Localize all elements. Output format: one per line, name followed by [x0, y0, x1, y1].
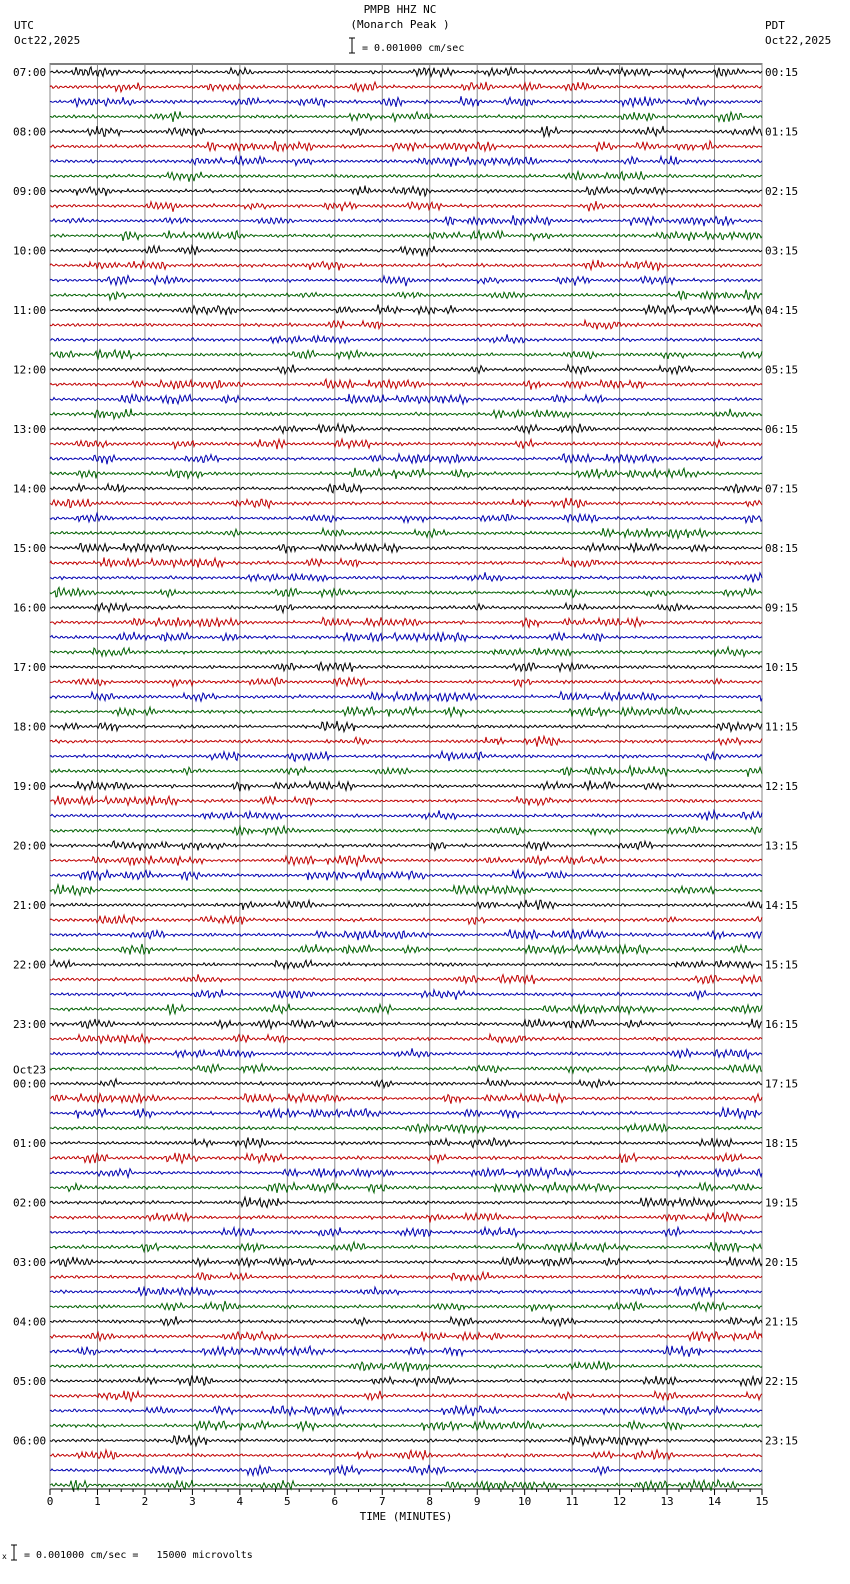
hour-label-left: 06:00 [13, 1434, 47, 1448]
x-tick-label: 2 [141, 1495, 149, 1508]
trace-line [50, 365, 762, 374]
hour-label-left: 16:00 [13, 601, 47, 615]
hour-label-left: 23:00 [13, 1018, 47, 1031]
hour-label-left: 14:00 [13, 482, 47, 496]
trace-line [50, 454, 762, 464]
trace-line [50, 1376, 762, 1387]
trace-line [50, 543, 762, 554]
hour-label-right: 04:15 [765, 304, 799, 317]
trace-line [50, 484, 762, 493]
hour-label-left: 07:00 [13, 66, 47, 79]
hour-label-left: 08:00 [13, 125, 47, 139]
hour-label-right: 14:15 [765, 899, 799, 912]
trace-line [50, 1108, 762, 1119]
trace-line [50, 1048, 762, 1058]
trace-line [50, 111, 762, 122]
scale-note: = 0.001000 cm/sec [362, 43, 465, 54]
x-tick-label: 15 [755, 1495, 769, 1508]
hour-label-right: 18:15 [765, 1137, 799, 1150]
hour-label-left: 15:00 [13, 542, 47, 555]
trace-line [50, 647, 762, 656]
trace-line [50, 1257, 762, 1267]
trace-line [50, 1212, 762, 1222]
date-change-label: Oct23 [13, 1063, 47, 1077]
trace-line [50, 1406, 762, 1416]
footer-scale-bar-icon [9, 1544, 19, 1562]
hour-label-left: 10:00 [13, 244, 47, 258]
trace-line [50, 558, 762, 568]
trace-line [50, 678, 762, 687]
trace-line [50, 379, 762, 390]
x-tick-label: 4 [236, 1495, 244, 1508]
trace-line [50, 231, 762, 241]
hour-label-right: 19:15 [765, 1196, 799, 1210]
trace-line [50, 1168, 762, 1178]
trace-line [50, 156, 762, 167]
trace-line [50, 1034, 762, 1043]
x-tick-label: 0 [46, 1495, 54, 1508]
trace-line [50, 1079, 762, 1088]
trace-line [50, 409, 762, 419]
trace-line [50, 126, 762, 137]
trace-line [50, 1316, 762, 1326]
trace-line [50, 960, 762, 968]
station-title: PMPB HHZ NC [363, 3, 437, 16]
trace-line [50, 1272, 762, 1281]
trace-line [50, 990, 762, 1000]
trace-line [50, 1361, 762, 1372]
trace-line [50, 944, 762, 955]
trace-line [50, 260, 762, 270]
trace-line [50, 171, 762, 182]
hour-label-right: 21:15 [765, 1315, 799, 1329]
hour-label-right: 17:15 [765, 1077, 799, 1091]
trace-line [50, 929, 762, 940]
trace-line [50, 439, 762, 449]
hour-label-right: 20:15 [765, 1256, 799, 1269]
x-tick-label: 12 [612, 1495, 627, 1508]
trace-line [50, 603, 762, 612]
hour-label-left: 04:00 [13, 1315, 47, 1329]
trace-line [50, 1064, 762, 1073]
hour-label-right: 22:15 [765, 1375, 799, 1388]
trace-line [50, 498, 762, 509]
hour-label-right: 01:15 [765, 125, 799, 139]
trace-line [50, 528, 762, 538]
trace-line [50, 662, 762, 671]
trace-line [50, 82, 762, 92]
trace-line [50, 67, 762, 77]
hour-label-right: 07:15 [765, 482, 799, 496]
hour-label-left: 02:00 [13, 1196, 47, 1210]
trace-line [50, 572, 762, 582]
trace-line [50, 1094, 762, 1104]
trace-line [50, 1346, 762, 1357]
trace-line [50, 290, 762, 300]
trace-line [50, 1242, 762, 1253]
trace-line [50, 334, 762, 343]
trace-line [50, 632, 762, 642]
x-tick-label: 13 [660, 1495, 674, 1508]
hour-label-right: 12:15 [765, 780, 799, 793]
trace-line [50, 276, 762, 287]
hour-label-left: 13:00 [13, 423, 47, 436]
hour-label-right: 06:15 [765, 423, 799, 436]
hour-label-left: 18:00 [13, 720, 47, 734]
trace-line [50, 1450, 762, 1459]
trace-line [50, 1331, 762, 1341]
x-tick-label: 5 [284, 1495, 291, 1508]
trace-line [50, 1421, 762, 1431]
hour-label-left: 05:00 [13, 1375, 47, 1388]
trace-line [50, 826, 762, 835]
trace-line [50, 424, 762, 434]
trace-line [50, 305, 762, 316]
trace-line [50, 246, 762, 256]
trace-line [50, 1465, 762, 1476]
trace-line [50, 885, 762, 896]
trace-line [50, 320, 762, 329]
hour-label-right: 00:15 [765, 66, 799, 79]
trace-line [50, 1153, 762, 1164]
hour-label-right: 11:15 [765, 720, 799, 734]
trace-line [50, 186, 762, 196]
right-date: Oct22,2025 [765, 34, 832, 47]
x-tick-label: 9 [473, 1495, 481, 1508]
x-tick-label: 3 [189, 1495, 196, 1508]
trace-line [50, 201, 762, 212]
left-date: Oct22,2025 [14, 34, 81, 47]
trace-line [50, 1227, 762, 1237]
hour-label-left: 19:00 [13, 780, 47, 793]
trace-line [50, 841, 762, 851]
trace-line [50, 751, 762, 761]
hour-label-right: 10:15 [765, 661, 799, 674]
x-tick-label: 7 [378, 1495, 386, 1508]
x-tick-label: 6 [331, 1495, 339, 1508]
trace-line [50, 870, 762, 881]
footer-marker: x [2, 1552, 7, 1561]
trace-line [50, 900, 762, 910]
hour-label-right: 13:15 [765, 839, 799, 853]
hour-label-left: 00:00 [13, 1077, 47, 1091]
right-timezone: PDT [765, 19, 785, 32]
trace-line [50, 810, 762, 820]
hour-label-left: 03:00 [13, 1256, 47, 1269]
x-tick-label: 8 [426, 1495, 434, 1508]
hour-label-right: 03:15 [765, 244, 799, 258]
x-tick-label: 1 [94, 1495, 101, 1508]
trace-line [50, 766, 762, 777]
trace-line [50, 468, 762, 479]
trace-line [50, 707, 762, 717]
trace-line [50, 974, 762, 984]
hour-label-left: 12:00 [13, 363, 47, 377]
trace-line [50, 796, 762, 806]
hour-label-right: 09:15 [765, 601, 799, 615]
trace-line [50, 1004, 762, 1015]
hour-label-right: 23:15 [765, 1434, 799, 1448]
trace-line [50, 1138, 762, 1148]
hour-label-right: 16:15 [765, 1018, 799, 1031]
footer-scale-text: = 0.001000 cm/sec = 15000 microvolts [24, 1550, 253, 1561]
trace-line [50, 1391, 762, 1402]
trace-line [50, 617, 762, 627]
trace-line [50, 780, 762, 791]
trace-line [50, 1435, 762, 1446]
trace-line [50, 96, 762, 107]
hour-label-left: 09:00 [13, 185, 47, 198]
location-title: (Monarch Peak ) [350, 18, 450, 31]
hour-label-right: 05:15 [765, 363, 799, 377]
trace-line [50, 513, 762, 522]
x-tick-label: 14 [707, 1495, 722, 1508]
trace-line [50, 394, 762, 404]
trace-line [50, 692, 762, 702]
trace-line [50, 915, 762, 924]
trace-line [50, 141, 762, 152]
hour-label-left: 21:00 [13, 899, 47, 912]
left-timezone: UTC [14, 19, 34, 32]
hour-label-left: 22:00 [13, 958, 47, 972]
trace-line [50, 1019, 762, 1029]
trace-line [50, 587, 762, 597]
trace-line [50, 855, 762, 866]
x-tick-label: 11 [565, 1495, 579, 1508]
trace-line [50, 1287, 762, 1296]
trace-line [50, 215, 762, 226]
x-tick-label: 10 [518, 1495, 532, 1508]
trace-line [50, 1301, 762, 1312]
x-axis-label: TIME (MINUTES) [359, 1510, 453, 1523]
hour-label-right: 08:15 [765, 542, 799, 555]
trace-line [50, 1123, 762, 1134]
trace-line [50, 1182, 762, 1193]
trace-line [50, 721, 762, 732]
hour-label-right: 15:15 [765, 958, 799, 972]
trace-line [50, 350, 762, 359]
hour-label-left: 20:00 [13, 839, 47, 853]
hour-label-left: 11:00 [13, 304, 47, 317]
hour-label-left: 17:00 [13, 661, 47, 674]
hour-label-right: 02:15 [765, 185, 799, 198]
trace-line [50, 736, 762, 746]
hour-label-left: 01:00 [13, 1137, 47, 1150]
trace-line [50, 1197, 762, 1207]
